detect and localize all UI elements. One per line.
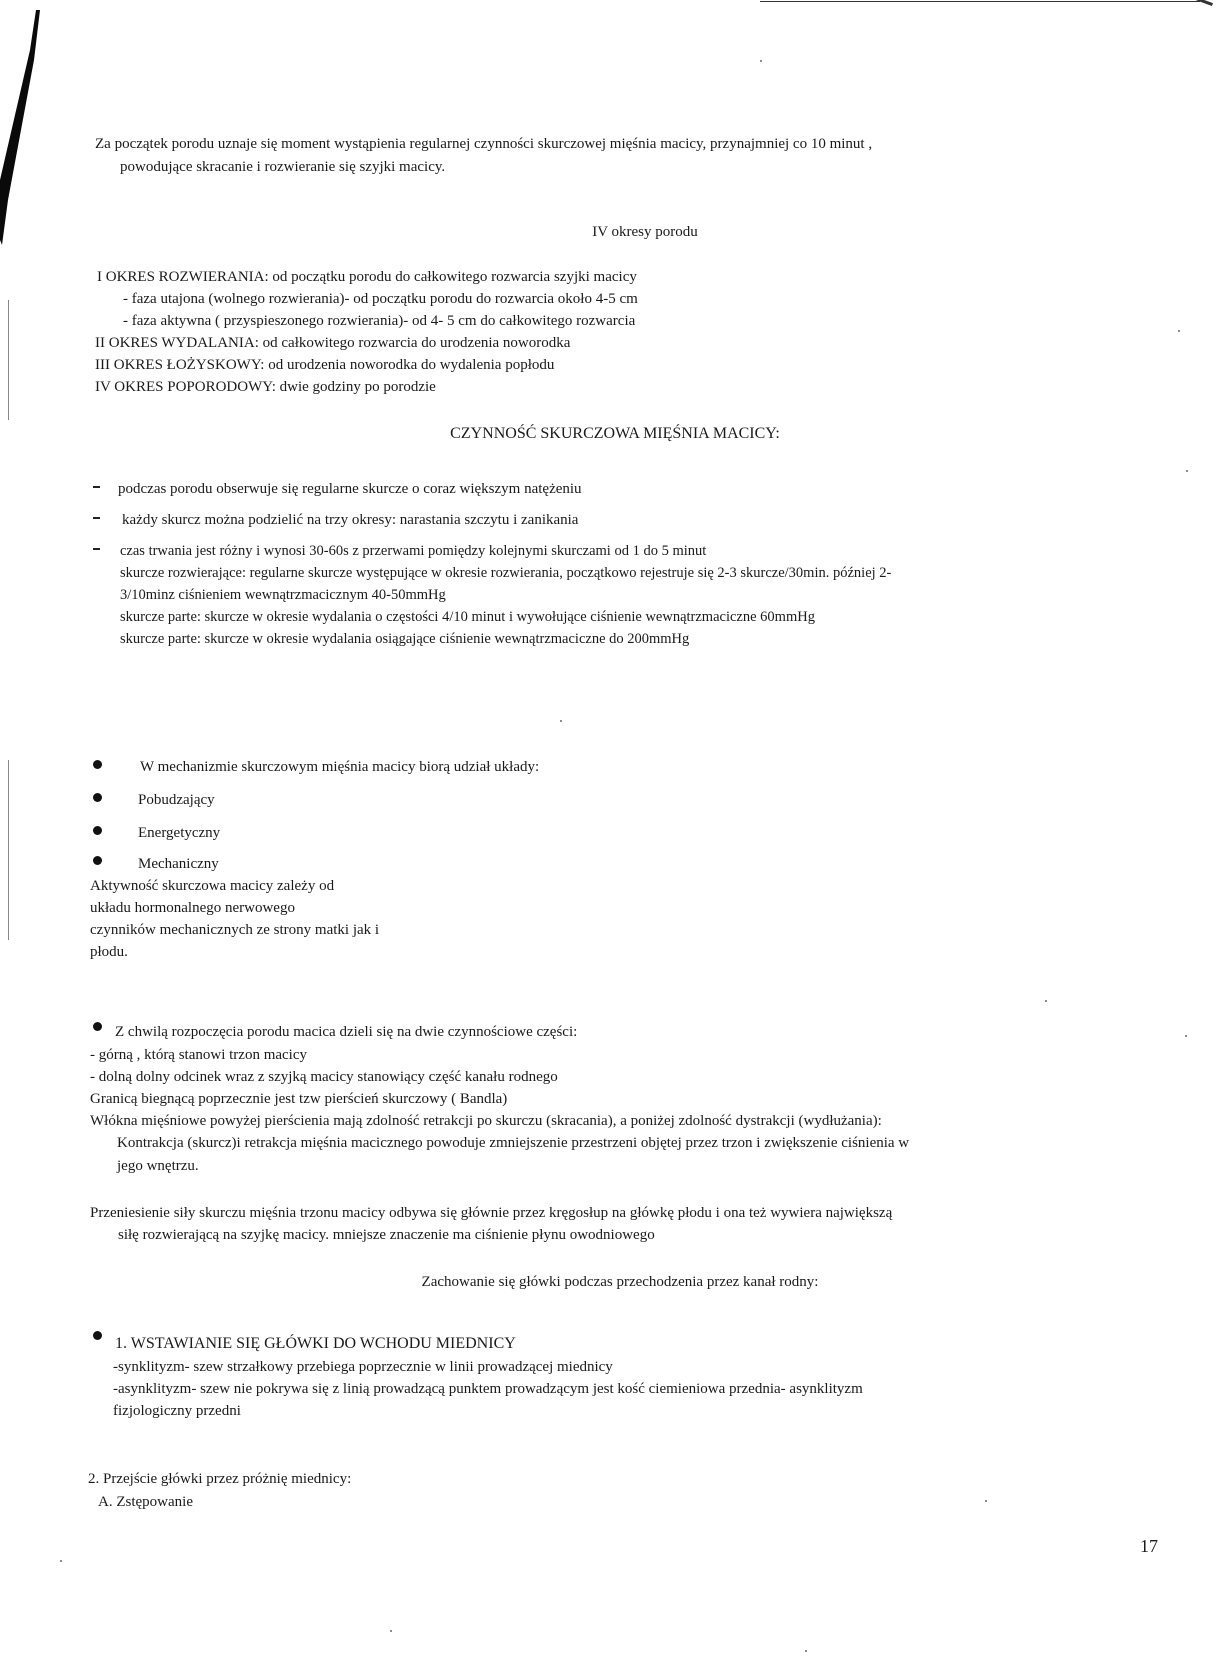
scan-speck bbox=[1178, 330, 1180, 332]
parts-line: jego wnętrzu. bbox=[117, 1158, 199, 1174]
head-line: fizjologiczny przedni bbox=[113, 1403, 241, 1419]
intro-line-2: powodujące skracanie i rozwieranie się szyjki macicy. bbox=[120, 159, 446, 175]
contraction-detail: skurcze parte: skurcze w okresie wydalania o częstości 4/10 minut i wywołujące ciśnienie wewnątrzmaciczne 60mmHg bbox=[120, 609, 815, 625]
contraction-detail: skurcze rozwierające: regularne skurcze występujące w okresie rozwierania, początkowo rejestruje się 2-3 skurcze/30min. później 2- bbox=[120, 565, 892, 581]
head-bullet: 1. WSTAWIANIE SIĘ GŁÓWKI DO WCHODU MIEDNICY bbox=[115, 1335, 516, 1352]
parts-line: - dolną dolny odcinek wraz z szyjką macicy stanowiący część kanału rodnego bbox=[90, 1069, 558, 1085]
contraction-detail: czas trwania jest różny i wynosi 30-60s z przerwami pomiędzy kolejnymi skurczami od 1 do 5 minut bbox=[120, 543, 707, 559]
head-step: 2. Przejście główki przez próżnię miednicy: bbox=[88, 1471, 352, 1487]
mechanism-item: Pobudzający bbox=[138, 792, 215, 808]
intro-line-1: Za początek porodu uznaje się moment wystąpienia regularnej czynności skurczowej mięśnia macicy, przynajmniej co 10 minut , bbox=[95, 136, 873, 152]
scan-speck bbox=[760, 60, 762, 62]
bullet-dot bbox=[93, 1331, 102, 1340]
section-heading-head: Zachowanie się główki podczas przechodzenia przez kanał rodny: bbox=[421, 1274, 819, 1290]
force-line: siłę rozwierającą na szyjkę macicy. mniejsze znaczenie ma ciśnienie płynu owodniowego bbox=[118, 1227, 655, 1243]
parts-line: Granicą biegnącą poprzecznie jest tzw pierścień skurczowy ( Bandla) bbox=[90, 1091, 508, 1107]
scan-speck bbox=[1045, 1000, 1047, 1002]
mechanism-note: płodu. bbox=[90, 944, 128, 960]
head-line: -synklityzm- szew strzałkowy przebiega poprzecznie w linii prowadzącej miednicy bbox=[113, 1359, 613, 1375]
contraction-item: podczas porodu obserwuje się regularne skurcze o coraz większym natężeniu bbox=[118, 481, 582, 497]
contraction-detail: skurcze parte: skurcze w okresie wydalania osiągające ciśnienie wewnątrzmaciczne do 200mmHg bbox=[120, 631, 690, 647]
section-heading-contraction: CZYNNOŚĆ SKURCZOWA MIĘŚNIA MACICY: bbox=[450, 425, 780, 442]
page-number: 17 bbox=[1140, 1536, 1158, 1556]
bullet-dot bbox=[93, 856, 102, 865]
bullet-dot bbox=[93, 760, 102, 769]
scan-top-line bbox=[760, 1, 1200, 2]
period-line: I OKRES ROZWIERANIA: od początku porodu do całkowitego rozwarcia szyjki macicy bbox=[97, 269, 637, 285]
period-line: - faza aktywna ( przyspieszonego rozwierania)- od 4- 5 cm do całkowitego rozwarcia bbox=[123, 313, 636, 329]
mechanism-note: Aktywność skurczowa macicy zależy od bbox=[90, 878, 335, 894]
scan-left-mark bbox=[8, 760, 9, 940]
scan-speck bbox=[985, 1500, 987, 1502]
mechanism-note: układu hormonalnego nerwowego bbox=[90, 900, 295, 916]
period-line: II OKRES WYDALANIA: od całkowitego rozwarcia do urodzenia noworodka bbox=[95, 335, 571, 351]
dash-bullet bbox=[93, 486, 100, 488]
contraction-detail: 3/10minz ciśnieniem wewnątrzmacicznym 40-50mmHg bbox=[120, 587, 446, 603]
period-line: III OKRES ŁOŻYSKOWY: od urodzenia noworodka do wydalenia popłodu bbox=[95, 357, 555, 373]
dash-bullet bbox=[93, 517, 100, 519]
parts-line: - górną , którą stanowi trzon macicy bbox=[90, 1047, 308, 1063]
force-line: Przeniesienie siły skurczu mięśnia trzonu macicy odbywa się głównie przez kręgosłup na główkę płodu i ona też wywiera największą bbox=[90, 1205, 893, 1221]
scan-speck bbox=[560, 720, 562, 722]
mechanism-note: czynników mechanicznych ze strony matki jak i bbox=[90, 922, 380, 938]
mechanism-item: W mechanizmie skurczowym mięśnia macicy biorą udział układy: bbox=[140, 759, 540, 775]
parts-bullet: Z chwilą rozpoczęcia porodu macica dzieli się na dwie czynnościowe części: bbox=[115, 1024, 578, 1040]
scan-corner-mark bbox=[1195, 0, 1213, 6]
scan-left-mark bbox=[8, 300, 9, 420]
scan-speck bbox=[1186, 470, 1188, 472]
parts-line: Kontrakcja (skurcz)i retrakcja mięśnia macicznego powoduje zmniejszenie przestrzeni objętej przez trzon i zwiększenie ciśnienia w bbox=[117, 1135, 910, 1151]
scan-speck bbox=[805, 1650, 807, 1652]
bullet-dot bbox=[93, 793, 102, 802]
bullet-dot bbox=[93, 826, 102, 835]
mechanism-item: Energetyczny bbox=[138, 825, 221, 841]
period-line: IV OKRES POPORODOWY: dwie godziny po porodzie bbox=[95, 379, 436, 395]
scan-edge-streak bbox=[0, 10, 40, 310]
scan-speck bbox=[60, 1560, 62, 1562]
scan-speck bbox=[1185, 1035, 1187, 1037]
section-heading-periods: IV okresy porodu bbox=[592, 224, 698, 240]
scan-speck bbox=[390, 1630, 392, 1632]
contraction-item: każdy skurcz można podzielić na trzy okresy: narastania szczytu i zanikania bbox=[122, 512, 579, 528]
head-step: A. Zstępowanie bbox=[98, 1494, 193, 1510]
mechanism-item: Mechaniczny bbox=[138, 856, 219, 872]
head-line: -asynklityzm- szew nie pokrywa się z linią prowadzącą punktem prowadzącym jest kość ciemieniowa przednia- asynklityzm bbox=[113, 1381, 863, 1397]
period-line: - faza utajona (wolnego rozwierania)- od początku porodu do rozwarcia około 4-5 cm bbox=[123, 291, 638, 307]
bullet-dot bbox=[93, 1022, 102, 1031]
dash-bullet bbox=[93, 548, 100, 550]
parts-line: Włókna mięśniowe powyżej pierścienia mają zdolność retrakcji po skurczu (skracania), a poniżej zdolność dystrakcji (wydłużania): bbox=[90, 1113, 882, 1129]
